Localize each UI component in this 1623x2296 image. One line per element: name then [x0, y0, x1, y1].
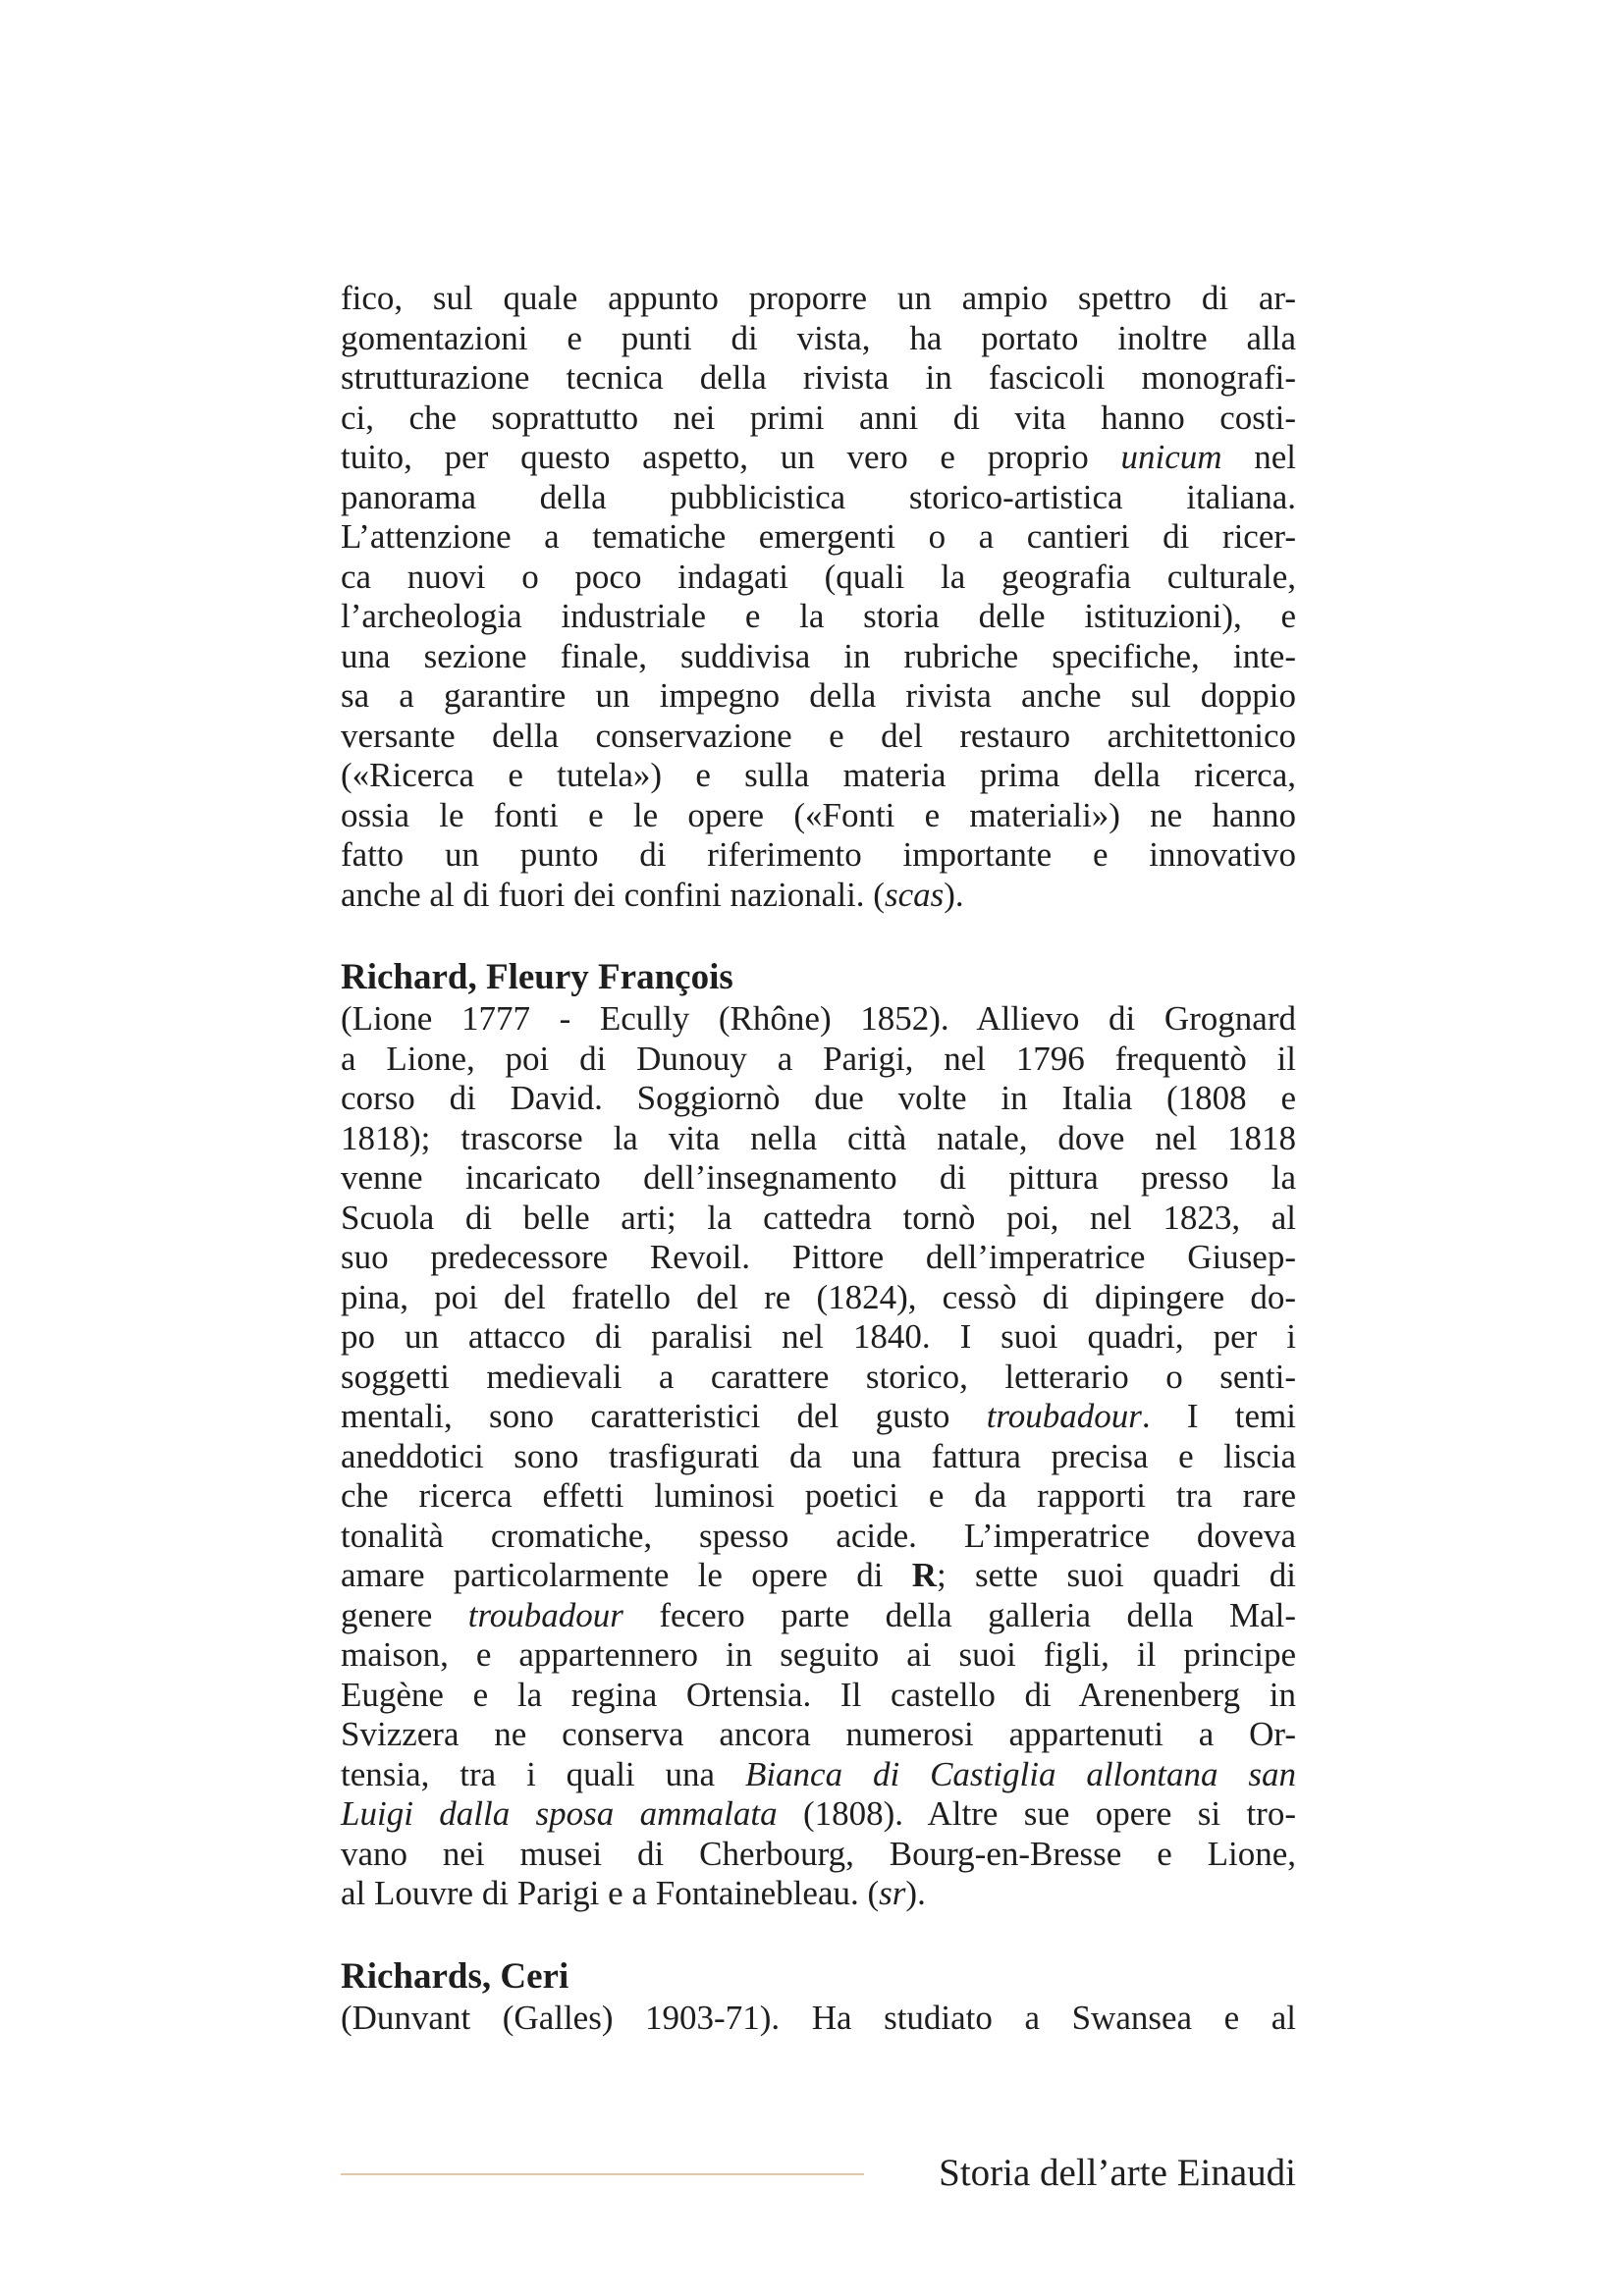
text-line: l’archeologia industriale e la storia delle istituzioni), e — [341, 597, 1296, 635]
text-line: a Lione, poi di Dunouy a Parigi, nel 1796 frequentò il — [341, 1039, 1296, 1078]
text-run: ; sette suoi quadri di — [937, 1556, 1296, 1594]
bold-initial: R — [911, 1556, 938, 1594]
text-line: soggetti medievali a carattere storico, letterario o senti- — [341, 1357, 1296, 1396]
text-line: Scuola di belle arti; la cattedra tornò poi, nel 1823, al — [341, 1198, 1296, 1237]
footer-title: Storia dell’arte Einaudi — [939, 2152, 1296, 2194]
text-line: Svizzera ne conserva ancora numerosi appartenuti a Or- — [341, 1715, 1296, 1753]
text-line: venne incaricato dell’insegnamento di pittura presso la — [341, 1158, 1296, 1197]
text-line: versante della conservazione e del restauro architettonico — [341, 716, 1296, 755]
page-body — [341, 279, 1296, 2038]
text-line — [341, 1397, 1296, 1437]
text-run: genere — [341, 1595, 468, 1634]
entry-richards — [341, 1955, 1296, 2039]
text-line: corso di David. Soggiornò due volte in Italia (1808 e — [341, 1079, 1296, 1117]
text-line: fatto un punto di riferimento importante e innovativo — [341, 835, 1296, 874]
text-run: anche al di fuori dei confini nazionali. ( — [341, 875, 885, 914]
text-run: al Louvre di Parigi e a Fontainebleau. ( — [341, 1874, 880, 1912]
text-line — [341, 1755, 1296, 1795]
text-line: (Dunvant (Galles) 1903-71). Ha studiato a Swansea e al — [341, 1998, 1296, 2037]
italic-term: troubadour — [986, 1397, 1142, 1435]
text-line: L’attenzione a tematiche emergenti o a cantieri di ricer- — [341, 517, 1296, 556]
footer-rule — [341, 2173, 864, 2175]
text-line: ci, che soprattutto nei primi anni di vita hanno costi- — [341, 398, 1296, 437]
text-line — [341, 1596, 1296, 1636]
author-initials: scas — [884, 875, 945, 914]
text-run: nel — [1221, 438, 1297, 476]
text-line: pina, poi del fratello del re (1824), cessò di dipingere do- — [341, 1277, 1296, 1316]
entry-heading: Richards, Ceri — [341, 1955, 569, 1997]
text-run: ). — [905, 1874, 926, 1912]
text-line: strutturazione tecnica della rivista in fascicoli monografi- — [341, 358, 1296, 397]
text-line: maison, e appartennero in seguito ai suoi figli, il principe — [341, 1635, 1296, 1674]
text-line — [341, 1794, 1296, 1835]
text-line: Eugène e la regina Ortensia. Il castello di Arenenberg in — [341, 1675, 1296, 1714]
italic-title: Luigi dalla sposa ammalata — [341, 1794, 778, 1833]
text-line: (Lione 1777 - Ecully (Rhône) 1852). Allievo di Grognard — [341, 999, 1296, 1038]
text-line: tonalità cromatiche, spesso acide. L’imperatrice doveva — [341, 1516, 1296, 1555]
text-line: aneddotici sono trasfigurati da una fattura precisa e liscia — [341, 1436, 1296, 1475]
text-line: che ricerca effetti luminosi poetici e da rapporti tra rare — [341, 1476, 1296, 1515]
text-run: mentali, sono caratteristici del gusto — [341, 1397, 987, 1435]
text-line: («Ricerca e tutela») e sulla materia prima della ricerca, — [341, 756, 1296, 794]
entry-richard — [341, 956, 1296, 1914]
italic-title: Bianca di Castiglia allontana san — [744, 1754, 1296, 1793]
text-run: tensia, tra i quali una — [341, 1754, 745, 1793]
text-line — [341, 1874, 1296, 1914]
entry-heading: Richard, Fleury François — [341, 957, 733, 997]
italic-term: troubadour — [467, 1595, 623, 1634]
text-run: (1808). Altre sue opere si tro- — [777, 1794, 1296, 1833]
text-line: ossia le fonti e le opere («Fonti e materiali») ne hanno — [341, 795, 1296, 834]
text-line: vano nei musei di Cherbourg, Bourg-en-Bresse e Lione, — [341, 1834, 1296, 1873]
text-line — [341, 1556, 1296, 1596]
text-run: ). — [944, 875, 964, 914]
text-line: una sezione finale, suddivisa in rubriche specifiche, inte- — [341, 636, 1296, 675]
text-line: sa a garantire un impegno della rivista anche sul doppio — [341, 676, 1296, 715]
text-line: ca nuovi o poco indagati (quali la geografia culturale, — [341, 557, 1296, 596]
text-run: fecero parte della galleria della Mal- — [622, 1595, 1296, 1634]
author-initials: sr — [879, 1874, 906, 1912]
text-line: gomentazioni e punti di vista, ha portato inoltre alla — [341, 318, 1296, 357]
intro-entry-text — [341, 279, 1296, 915]
text-line — [341, 438, 1296, 478]
text-line: panorama della pubblicistica storico-artistica italiana. — [341, 477, 1296, 516]
text-line: suo predecessore Revoil. Pittore dell’imperatrice Giusep- — [341, 1238, 1296, 1276]
text-line: po un attacco di paralisi nel 1840. I suoi quadri, per i — [341, 1317, 1296, 1356]
italic-term: unicum — [1120, 438, 1222, 476]
text-run: amare particolarmente le opere di — [341, 1556, 912, 1594]
text-line: 1818); trascorse la vita nella città natale, dove nel 1818 — [341, 1118, 1296, 1157]
text-run: . I temi — [1141, 1397, 1296, 1435]
text-run: tuito, per questo aspetto, un vero e proprio — [341, 438, 1121, 476]
text-line — [341, 876, 1296, 916]
text-line: fico, sul quale appunto proporre un ampio spettro di ar- — [341, 279, 1296, 317]
